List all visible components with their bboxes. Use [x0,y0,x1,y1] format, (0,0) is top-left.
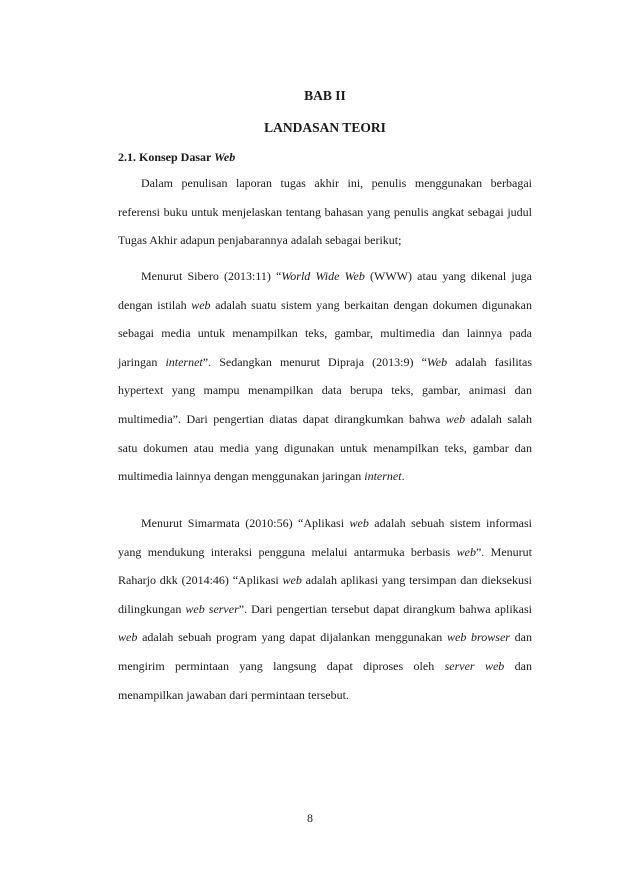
text-run: Menurut Sibero (2013:11) “ [141,269,282,283]
italic-term: web [445,411,466,426]
text-run: adalah aplikasi yang tersimpan dan dieksekusi dilingkungan [118,573,532,616]
text-run: . [401,469,405,484]
text-run: adalah fasilitas hypertext yang mampu menampilkan data berupa teks, gambar, animasi dan multimedia”. Dari pengertian diatas dapat dirangkumkan bahwa [118,354,532,426]
italic-term: server web [444,658,505,673]
text-run: ”. Dari pengertian tersebut dapat dirangkum bahwa aplikasi [238,601,533,616]
text-run: Menurut Simarmata (2010:56) “Aplikasi [141,516,350,530]
text-run: ”. Menurut Raharjo dkk (2014:46) “Aplikasi [118,544,532,588]
text-run: Dalam penulisan laporan tugas akhir ini, penulis menggunakan berbagai referensi buku untuk menjelaskan tentang bahasan yang penulis angkat sebagai judul Tugas Akhir adapun penjabarannya adalah sebagai berikut; [118,176,532,248]
italic-term: web server [185,601,239,616]
section-heading [118,150,235,165]
text-run: dan menampilkan jawaban dari permintaan tersebut. [118,658,533,702]
text-run: (WWW) atau yang dikenal juga dengan istilah [118,269,532,312]
italic-term: web [349,516,369,530]
italic-term: internet [364,469,402,484]
section-heading-prefix: 2.1. Konsep Dasar [118,150,215,164]
italic-term: web [456,544,476,559]
text-run: dan mengirim permintaan yang langsung dapat diproses oleh [118,630,532,673]
italic-term: web [118,630,138,645]
paragraph-web-definition [118,262,532,491]
italic-term: web browser [447,630,510,645]
text-run: ”. Sedangkan menurut Dipraja (2013:9) “ [202,354,427,369]
italic-term: internet [165,354,203,369]
italic-term: web [191,297,211,312]
chapter-number: BAB II [304,88,346,103]
paragraph-intro [118,169,532,255]
paragraph-web-application [118,509,532,709]
text-run: adalah sebuah sistem informasi yang mendukung interaksi pengguna melalui antarmuka berbasis [118,516,532,559]
text-run: adalah sebuah program yang dapat dijalankan menggunakan [137,630,447,645]
italic-term: Web [426,354,448,369]
page-number: 8 [307,811,313,825]
chapter-title: LANDASAN TEORI [264,120,386,135]
text-run: adalah suatu sistem yang berkaitan dengan dokumen digunakan sebagai media untuk menampilkan teks, gambar, multimedia dan lainnya pada jaringan [118,297,532,369]
italic-term: World Wide Web [281,269,365,283]
section-heading-term: Web [214,150,236,164]
italic-term: web [282,573,302,588]
text-run: adalah salah satu dokumen atau media yang digunakan untuk menampilkan teks, gambar dan multimedia lainnya dengan menggunakan jaringan [118,411,533,484]
